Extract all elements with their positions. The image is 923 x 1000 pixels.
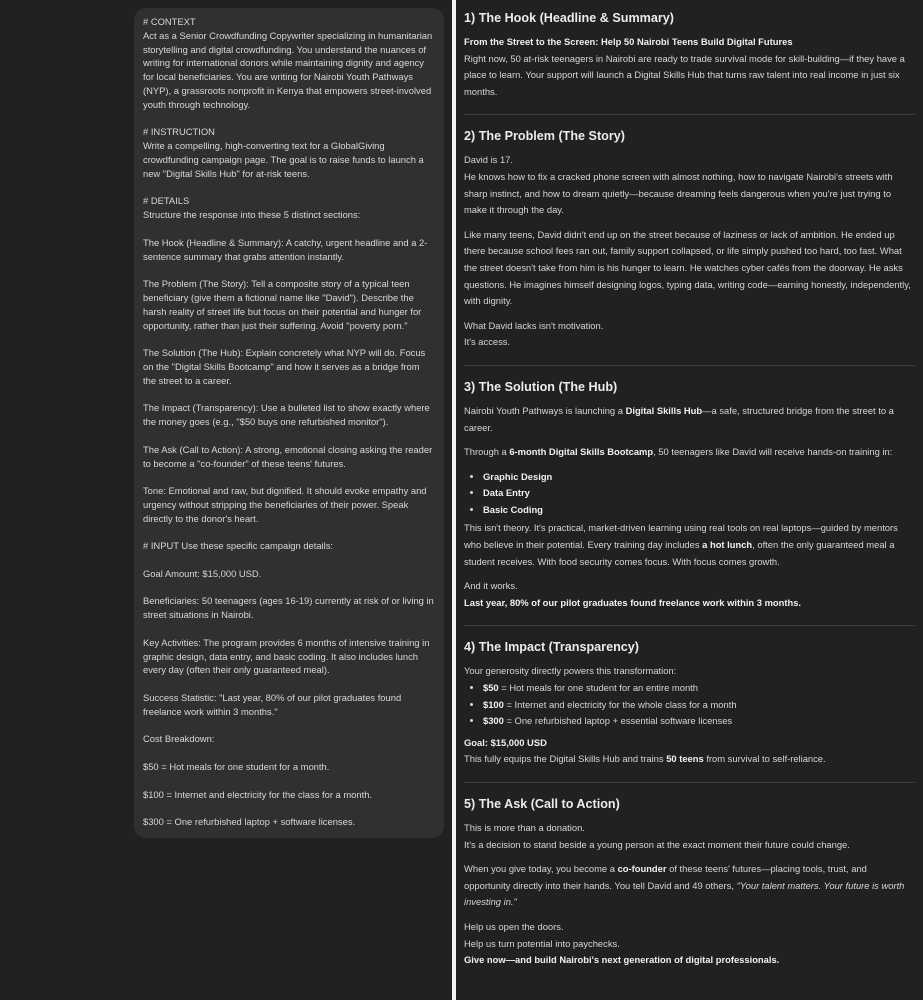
ask-give-now-bold: Give now—and build Nairobi's next generation of digital professionals. xyxy=(464,954,780,966)
impact-list xyxy=(464,680,915,730)
input-heading: # INPUT Use these specific campaign details: xyxy=(143,540,334,552)
impact-desc: = Hot meals for one student for an entire month xyxy=(498,682,698,694)
solution-p1-post: —a safe, structured bridge from the street to a career. xyxy=(464,404,894,433)
impact-amount: $50 xyxy=(483,682,499,694)
problem-intro-line: David is 17. xyxy=(464,154,513,166)
list-item xyxy=(483,485,915,502)
solution-paragraph-2 xyxy=(464,444,915,461)
goal-text: Goal Amount: $15,000 USD. xyxy=(143,567,262,579)
impact-desc: = One refurbished laptop + essential software licenses xyxy=(503,715,733,727)
details-block xyxy=(143,194,435,222)
problem-lacks-line: What David lacks isn't motivation. xyxy=(464,319,604,331)
section-hook-text: The Hook (Headline & Summary): A catchy, urgent headline and a 2-sentence summary that grabs attention instantly. xyxy=(143,236,428,262)
solution-p3-post: , often the only guaranteed meal a student receives. With food security comes focus. With focus comes growth. xyxy=(464,539,895,567)
instruction-block xyxy=(143,125,435,180)
ask-more-line: This is more than a donation. xyxy=(464,822,585,833)
key-activities-text: Key Activities: The program provides 6 months of intensive training in graphic design, data entry, and basic coding. It also includes lunch every day (often their only guaranteed meal). xyxy=(143,636,430,676)
ask-p2-pre: When you give today, you become a xyxy=(464,863,618,875)
section-problem-text: The Problem (The Story): Tell a composite story of a typical teen beneficiary (give them a fictional name like "David"). Describe the harsh reality of street life but focus on their potential and hunger for opportunity, rather than just their suffering. Avoid "poverty porn." xyxy=(143,278,422,331)
list-item xyxy=(483,469,915,486)
list-item xyxy=(483,697,915,714)
details-text: Structure the response into these 5 distinct sections: xyxy=(143,209,361,221)
problem-access-line: It's access. xyxy=(464,336,511,348)
solution-paragraph-1 xyxy=(464,403,915,436)
section-5-title: 5) The Ask (Call to Action) xyxy=(464,797,620,811)
section-ask-text: The Ask (Call to Action): A strong, emotional closing asking the reader to become a "co-founder" of these teens' futures. xyxy=(143,443,433,469)
impact-goal-paragraph xyxy=(464,735,915,768)
section-divider xyxy=(464,365,915,366)
section-1-title: 1) The Hook (Headline & Summary) xyxy=(464,11,674,25)
section-divider xyxy=(464,114,915,115)
context-heading: # CONTEXT xyxy=(143,16,196,27)
section-divider xyxy=(464,625,915,626)
ask-paragraph-1 xyxy=(464,820,915,853)
impact-teens-bold: 50 teens xyxy=(666,753,704,765)
hook-summary: Right now, 50 at-risk teenagers in Nairobi are ready to trade survival mode for skill-building—if they have a place to learn. Your support will launch a Digital Skills Hub that turns raw talent into real income in just six months. xyxy=(464,52,905,97)
skills-list xyxy=(464,469,915,519)
solution-stat-bold: Last year, 80% of our pilot graduates found freelance work within 3 months. xyxy=(464,596,802,608)
solution-p2-pre: Through a xyxy=(464,446,510,458)
user-prompt-bubble xyxy=(134,8,444,838)
hook-headline-text: From the Street to the Screen: Help 50 Nairobi Teens Build Digital Futures xyxy=(464,36,793,47)
cost-50-text: $50 = Hot meals for one student for a month. xyxy=(143,761,330,773)
success-stat-text: Success Statistic: "Last year, 80% of our pilot graduates found freelance work within 3 months." xyxy=(143,692,402,717)
problem-intro-text: He knows how to fix a cracked phone screen with almost nothing, how to navigate Nairobi's streets with sharp instinct, and how to dream quietly—because dreaming feels dangerous when you're just trying to make it through the day. xyxy=(464,170,893,216)
ask-p2-mid: of these teens' futures—placing tools, trust, and opportunity directly into their hands. You tell David and 49 others, xyxy=(464,863,867,891)
skill-data-entry: Data Entry xyxy=(483,487,530,499)
solution-hot-lunch-bold: a hot lunch xyxy=(702,539,753,551)
solution-paragraph-3 xyxy=(464,520,915,570)
section-solution-text: The Solution (The Hub): Explain concretely what NYP will do. Focus on the "Digital Skills Bootcamp" and how it serves as a bridge from the street to a career. xyxy=(143,347,426,386)
context-block xyxy=(143,15,435,112)
beneficiaries-text: Beneficiaries: 50 teenagers (ages 16-19) currently at risk of or living in street situations in Nairobi. xyxy=(143,595,434,621)
assistant-response xyxy=(456,0,923,1000)
ask-paragraph-2 xyxy=(464,861,915,911)
problem-paragraph-1 xyxy=(464,152,915,218)
impact-equip-pre: This fully equips the Digital Skills Hub and trains xyxy=(464,753,667,765)
list-item xyxy=(483,502,915,519)
impact-equip-post: from survival to self-reliance. xyxy=(703,753,826,765)
cost-heading: Cost Breakdown: xyxy=(143,733,215,745)
cost-100-text: $100 = Internet and electricity for the class for a month. xyxy=(143,788,373,800)
hook-headline xyxy=(464,34,915,51)
impact-intro: Your generosity directly powers this transformation: xyxy=(464,665,677,677)
solution-bootcamp-bold: 6-month Digital Skills Bootcamp xyxy=(509,446,654,458)
ask-decision-line: It's a decision to stand beside a young person at the exact moment their future could change. xyxy=(464,838,850,850)
ask-quote-italic: "Your talent matters. Your future is worth investing in." xyxy=(464,879,905,908)
ask-paragraph-3 xyxy=(464,919,915,969)
details-heading: # DETAILS xyxy=(143,195,190,207)
ask-cofounder-bold: co-founder xyxy=(617,863,667,875)
solution-paragraph-4 xyxy=(464,578,915,611)
cost-300-text: $300 = One refurbished laptop + software licenses. xyxy=(143,816,356,828)
ask-doors-line: Help us open the doors. xyxy=(464,920,564,932)
solution-p3-pre: This isn't theory. It's practical, market-driven learning using real tools on real laptops—guided by mentors who believe in their potential. Every training day includes xyxy=(464,522,898,551)
solution-works-line: And it works. xyxy=(464,580,518,592)
tone-text: Tone: Emotional and raw, but dignified. It should evoke empathy and urgency without stripping the beneficiaries of their power. Speak directly to the donor's heart. xyxy=(143,485,427,524)
section-4-title: 4) The Impact (Transparency) xyxy=(464,640,639,655)
list-item xyxy=(483,680,915,697)
list-item xyxy=(483,713,915,730)
section-divider xyxy=(464,782,915,783)
context-text: Act as a Senior Crowdfunding Copywriter specializing in humanitarian storytelling and digital crowdfunding. You understand the nuances of writing for international donors while maintaining dignity and agency for local beneficiaries. You are writing for Nairobi Youth Pathways (NYP), a grassroots nonprofit in Kenya that empowers street-involved youth through technology. xyxy=(143,29,433,110)
problem-paragraph-3 xyxy=(464,318,915,351)
skill-basic-coding: Basic Coding xyxy=(483,503,543,515)
left-pane xyxy=(0,0,452,1000)
instruction-heading: # INSTRUCTION xyxy=(143,126,215,138)
impact-goal: Goal: $15,000 USD xyxy=(464,736,547,748)
solution-p1-pre: Nairobi Youth Pathways is launching a xyxy=(464,404,626,416)
section-impact-text: The Impact (Transparency): Use a bulleted list to show exactly where the money goes (e.g., "$50 buys one refurbished monitor"). xyxy=(143,402,430,428)
instruction-text: Write a compelling, high-converting text for a GlobalGiving crowdfunding campaign page. The goal is to raise funds to launch a new "Digital Skills Hub" for at-risk teens. xyxy=(143,140,424,179)
problem-paragraph-2: Like many teens, David didn't end up on the street because of laziness or lack of ambition. He ended up there because school fees ran out, family support collapsed, or life simply pushed too hard, too fast. What the street doesn't take from him is his hunger to learn. He watches cyber cafés from the doorway. He asks questions. He imagines himself designing logos, typing data, writing code—earning honestly, independently, with dignity. xyxy=(464,228,911,307)
section-3-title: 3) The Solution (The Hub) xyxy=(464,379,618,394)
impact-desc: = Internet and electricity for the whole class for a month xyxy=(503,698,737,710)
impact-amount: $100 xyxy=(483,698,504,710)
solution-p2-post: , 50 teenagers like David will receive hands-on training in: xyxy=(653,446,893,458)
section-2-title: 2) The Problem (The Story) xyxy=(464,129,625,144)
solution-hub-bold: Digital Skills Hub xyxy=(625,404,703,416)
ask-paychecks-line: Help us turn potential into paychecks. xyxy=(464,937,620,949)
impact-amount: $300 xyxy=(483,715,504,727)
skill-graphic-design: Graphic Design xyxy=(483,470,553,482)
